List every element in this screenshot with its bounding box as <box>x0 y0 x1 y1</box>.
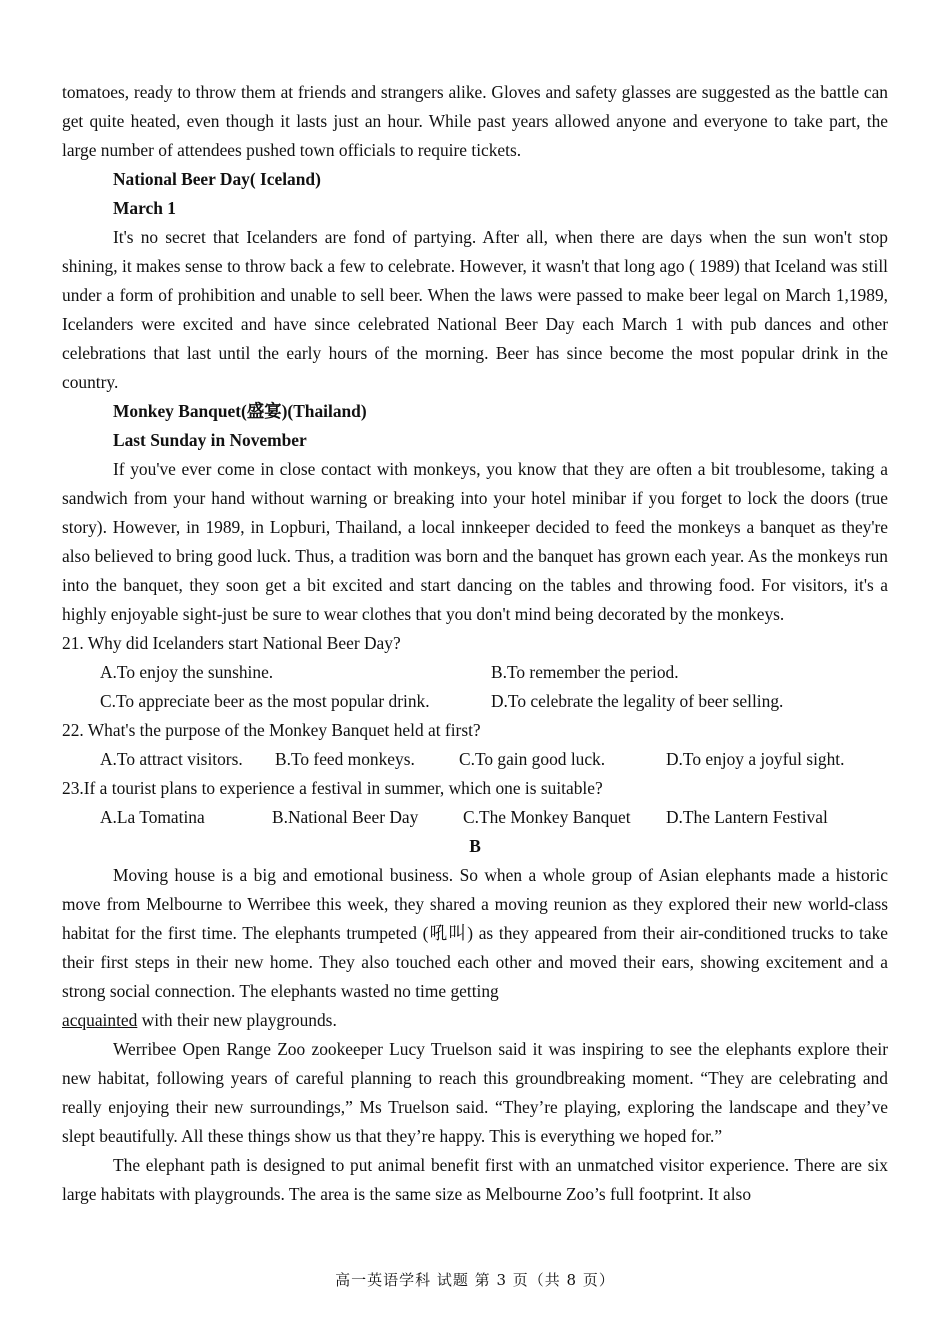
q22-option-b: B.To feed monkeys. <box>275 749 415 769</box>
beer-day-heading: National Beer Day( Iceland) <box>113 169 321 189</box>
question-23: 23.If a tourist plans to experience a festival in summer, which one is suitable? <box>62 778 603 798</box>
q21-option-c: C.To appreciate beer as the most popular drink. <box>100 691 430 711</box>
question-21: 21. Why did Icelanders start National Beer Day? <box>62 633 401 653</box>
elephant-paragraph-3: The elephant path is designed to put animal benefit first with an unmatched visitor experience. There are six large habitats with playgrounds. The area is the same size as Melbourne Zoo’s full footprint. It also <box>62 1155 888 1204</box>
q23-option-c: C.The Monkey Banquet <box>463 807 631 827</box>
elephant-p1-end: with their new playgrounds. <box>137 1010 337 1030</box>
elephant-paragraph-1 <box>62 861 888 1035</box>
monkey-banquet-paragraph: If you've ever come in close contact with monkeys, you know that they are often a bit troublesome, taking a sandwich from your hand without warning or breaking into your hotel minibar if you forget to lock the doors (true story). However, in 1989, in Lopburi, Thailand, a local innkeeper decided to feed the monkeys a banquet as they're also believed to bring good luck. Thus, a tradition was born and the banquet has grown each year. As the monkeys run into the banquet, they soon get a bit excited and start dancing on the tables and throwing food. For visitors, it's a highly enjoyable sight-just be sure to wear clothes that you don't mind being decorated by the monkeys. <box>62 459 888 624</box>
elephant-paragraph-2: Werribee Open Range Zoo zookeeper Lucy Truelson said it was inspiring to see the elephants explore their new habitat, following years of careful planning to reach this groundbreaking moment. “They are celebrating and really enjoying their new surroundings,” Ms Truelson said. “They’re playing, exploring the landscape and they’ve slept beautifully. All these things show us that they’re happy. This is everything we hoped for.” <box>62 1039 888 1146</box>
q23-option-a: A.La Tomatina <box>100 807 205 827</box>
elephant-p1-text: Moving house is a big and emotional business. So when a whole group of Asian elephants made a historic move from Melbourne to Werribee this week, they shared a moving reunion as they explored their new world-class habitat for the first time. The elephants trumpeted (吼叫) as they appeared from their air-conditioned trucks to take their first steps in their new home. They also touched each other and moved their ears, showing excitement and a strong social connection. The elephants wasted no time getting <box>62 865 888 1001</box>
page-content <box>62 78 888 1209</box>
q22-option-a: A.To attract visitors. <box>100 749 243 769</box>
q23-option-d: D.The Lantern Festival <box>666 807 828 827</box>
q21-option-a: A.To enjoy the sunshine. <box>100 662 274 682</box>
tomatina-paragraph-end: tomatoes, ready to throw them at friends and strangers alike. Gloves and safety glasses are suggested as the battle can get quite heated, even though it lasts just an hour. While past years allowed anyone and everyone to take part, the large number of attendees pushed town officials to require tickets. <box>62 82 888 160</box>
q22-option-c: C.To gain good luck. <box>459 749 606 769</box>
q21-option-b: B.To remember the period. <box>491 662 679 682</box>
q23-option-b: B.National Beer Day <box>272 807 419 827</box>
q22-option-d: D.To enjoy a joyful sight. <box>666 749 845 769</box>
monkey-banquet-heading: Monkey Banquet(盛宴)(Thailand) <box>113 401 367 421</box>
question-22-options <box>62 745 888 774</box>
passage-b-label: B <box>469 836 481 856</box>
beer-day-date: March 1 <box>113 198 176 218</box>
beer-day-paragraph: It's no secret that Icelanders are fond of partying. After all, when there are days when the sun won't stop shining, it makes sense to throw back a few to celebrate. However, it wasn't that long ago ( 1989) that Iceland was still under a form of prohibition and unable to sell beer. When the laws were passed to make beer legal on March 1,1989, Icelanders were excited and have since celebrated National Beer Day each March 1 with pub dances and other celebrations that last until the early hours of the morning. Beer has since become the most popular drink in the country. <box>62 227 888 392</box>
underlined-word-acquainted: acquainted <box>62 1010 138 1030</box>
question-23-options <box>62 803 888 832</box>
monkey-banquet-date: Last Sunday in November <box>113 430 307 450</box>
question-21-options-row-1 <box>62 658 888 687</box>
question-22: 22. What's the purpose of the Monkey Banquet held at first? <box>62 720 481 740</box>
page-footer: 高一英语学科 试题 第 3 页（共 8 页） <box>335 1271 615 1289</box>
question-21-options-row-2 <box>62 687 888 716</box>
q21-option-d: D.To celebrate the legality of beer selling. <box>491 691 784 711</box>
